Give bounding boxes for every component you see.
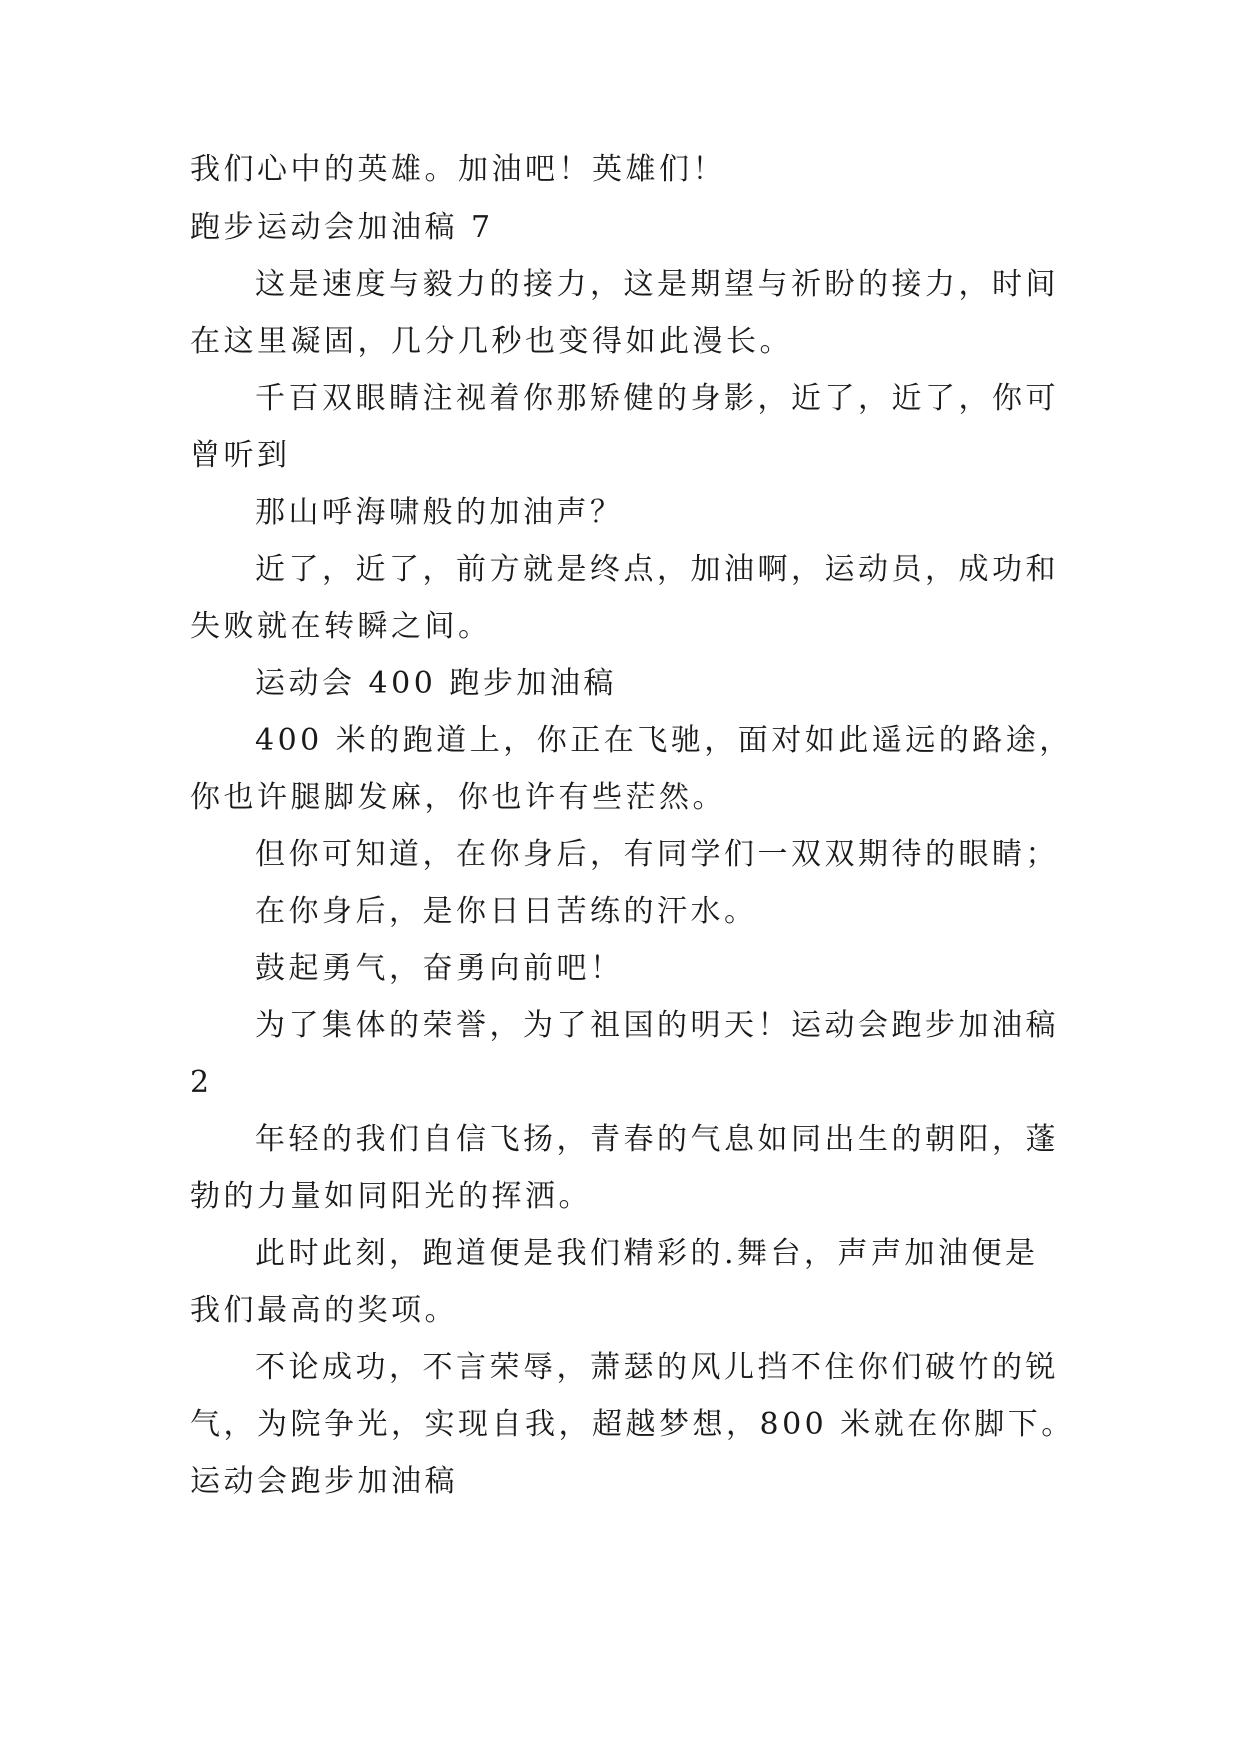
text-line: 在你身后，是你日日苦练的汗水。 [255, 894, 758, 929]
section-heading: 运动会跑步加油稿 [190, 1464, 458, 1499]
text-line: 我们最高的奖项。 [190, 1293, 458, 1328]
text-line: 你也许腿脚发麻，你也许有些茫然。 [190, 780, 726, 815]
text-line: 那山呼海啸般的加油声？ [255, 495, 624, 530]
text-line: 但你可知道，在你身后，有同学们一双双期待的眼睛； [255, 837, 1059, 872]
section-heading: 跑步运动会加油稿 7 [190, 210, 494, 245]
text-line: 勃的力量如同阳光的挥洒。 [190, 1179, 592, 1214]
text-line: 鼓起勇气，奋勇向前吧！ [255, 951, 624, 986]
text-line: 我们心中的英雄。加油吧！英雄们！ [190, 152, 726, 187]
section-heading: 运动会 400 跑步加油稿 [255, 666, 617, 701]
text-line: 在这里凝固，几分几秒也变得如此漫长。 [190, 324, 793, 359]
text-line: 2 [190, 1065, 213, 1100]
text-line: 400 米的跑道上，你正在飞驰，面对如此遥远的路途， [255, 723, 1073, 758]
text-line: 曾听到 [190, 438, 291, 473]
text-line: 失败就在转瞬之间。 [190, 609, 492, 644]
text-line: 近了，近了，前方就是终点，加油啊，运动员，成功和 [255, 552, 1059, 587]
text-line: 气，为院争光，实现自我，超越梦想，800 米就在你脚下。 [190, 1407, 1075, 1442]
text-line: 为了集体的荣誉，为了祖国的明天！运动会跑步加油稿 [255, 1008, 1059, 1043]
text-line: 千百双眼睛注视着你那矫健的身影，近了，近了，你可 [255, 381, 1059, 416]
text-line: 此时此刻，跑道便是我们精彩的.舞台，声声加油便是 [255, 1236, 1039, 1271]
text-line: 这是速度与毅力的接力，这是期望与祈盼的接力，时间 [255, 267, 1059, 302]
text-line: 不论成功，不言荣辱，萧瑟的风儿挡不住你们破竹的锐 [255, 1350, 1059, 1385]
text-line: 年轻的我们自信飞扬，青春的气息如同出生的朝阳，蓬 [255, 1122, 1059, 1157]
